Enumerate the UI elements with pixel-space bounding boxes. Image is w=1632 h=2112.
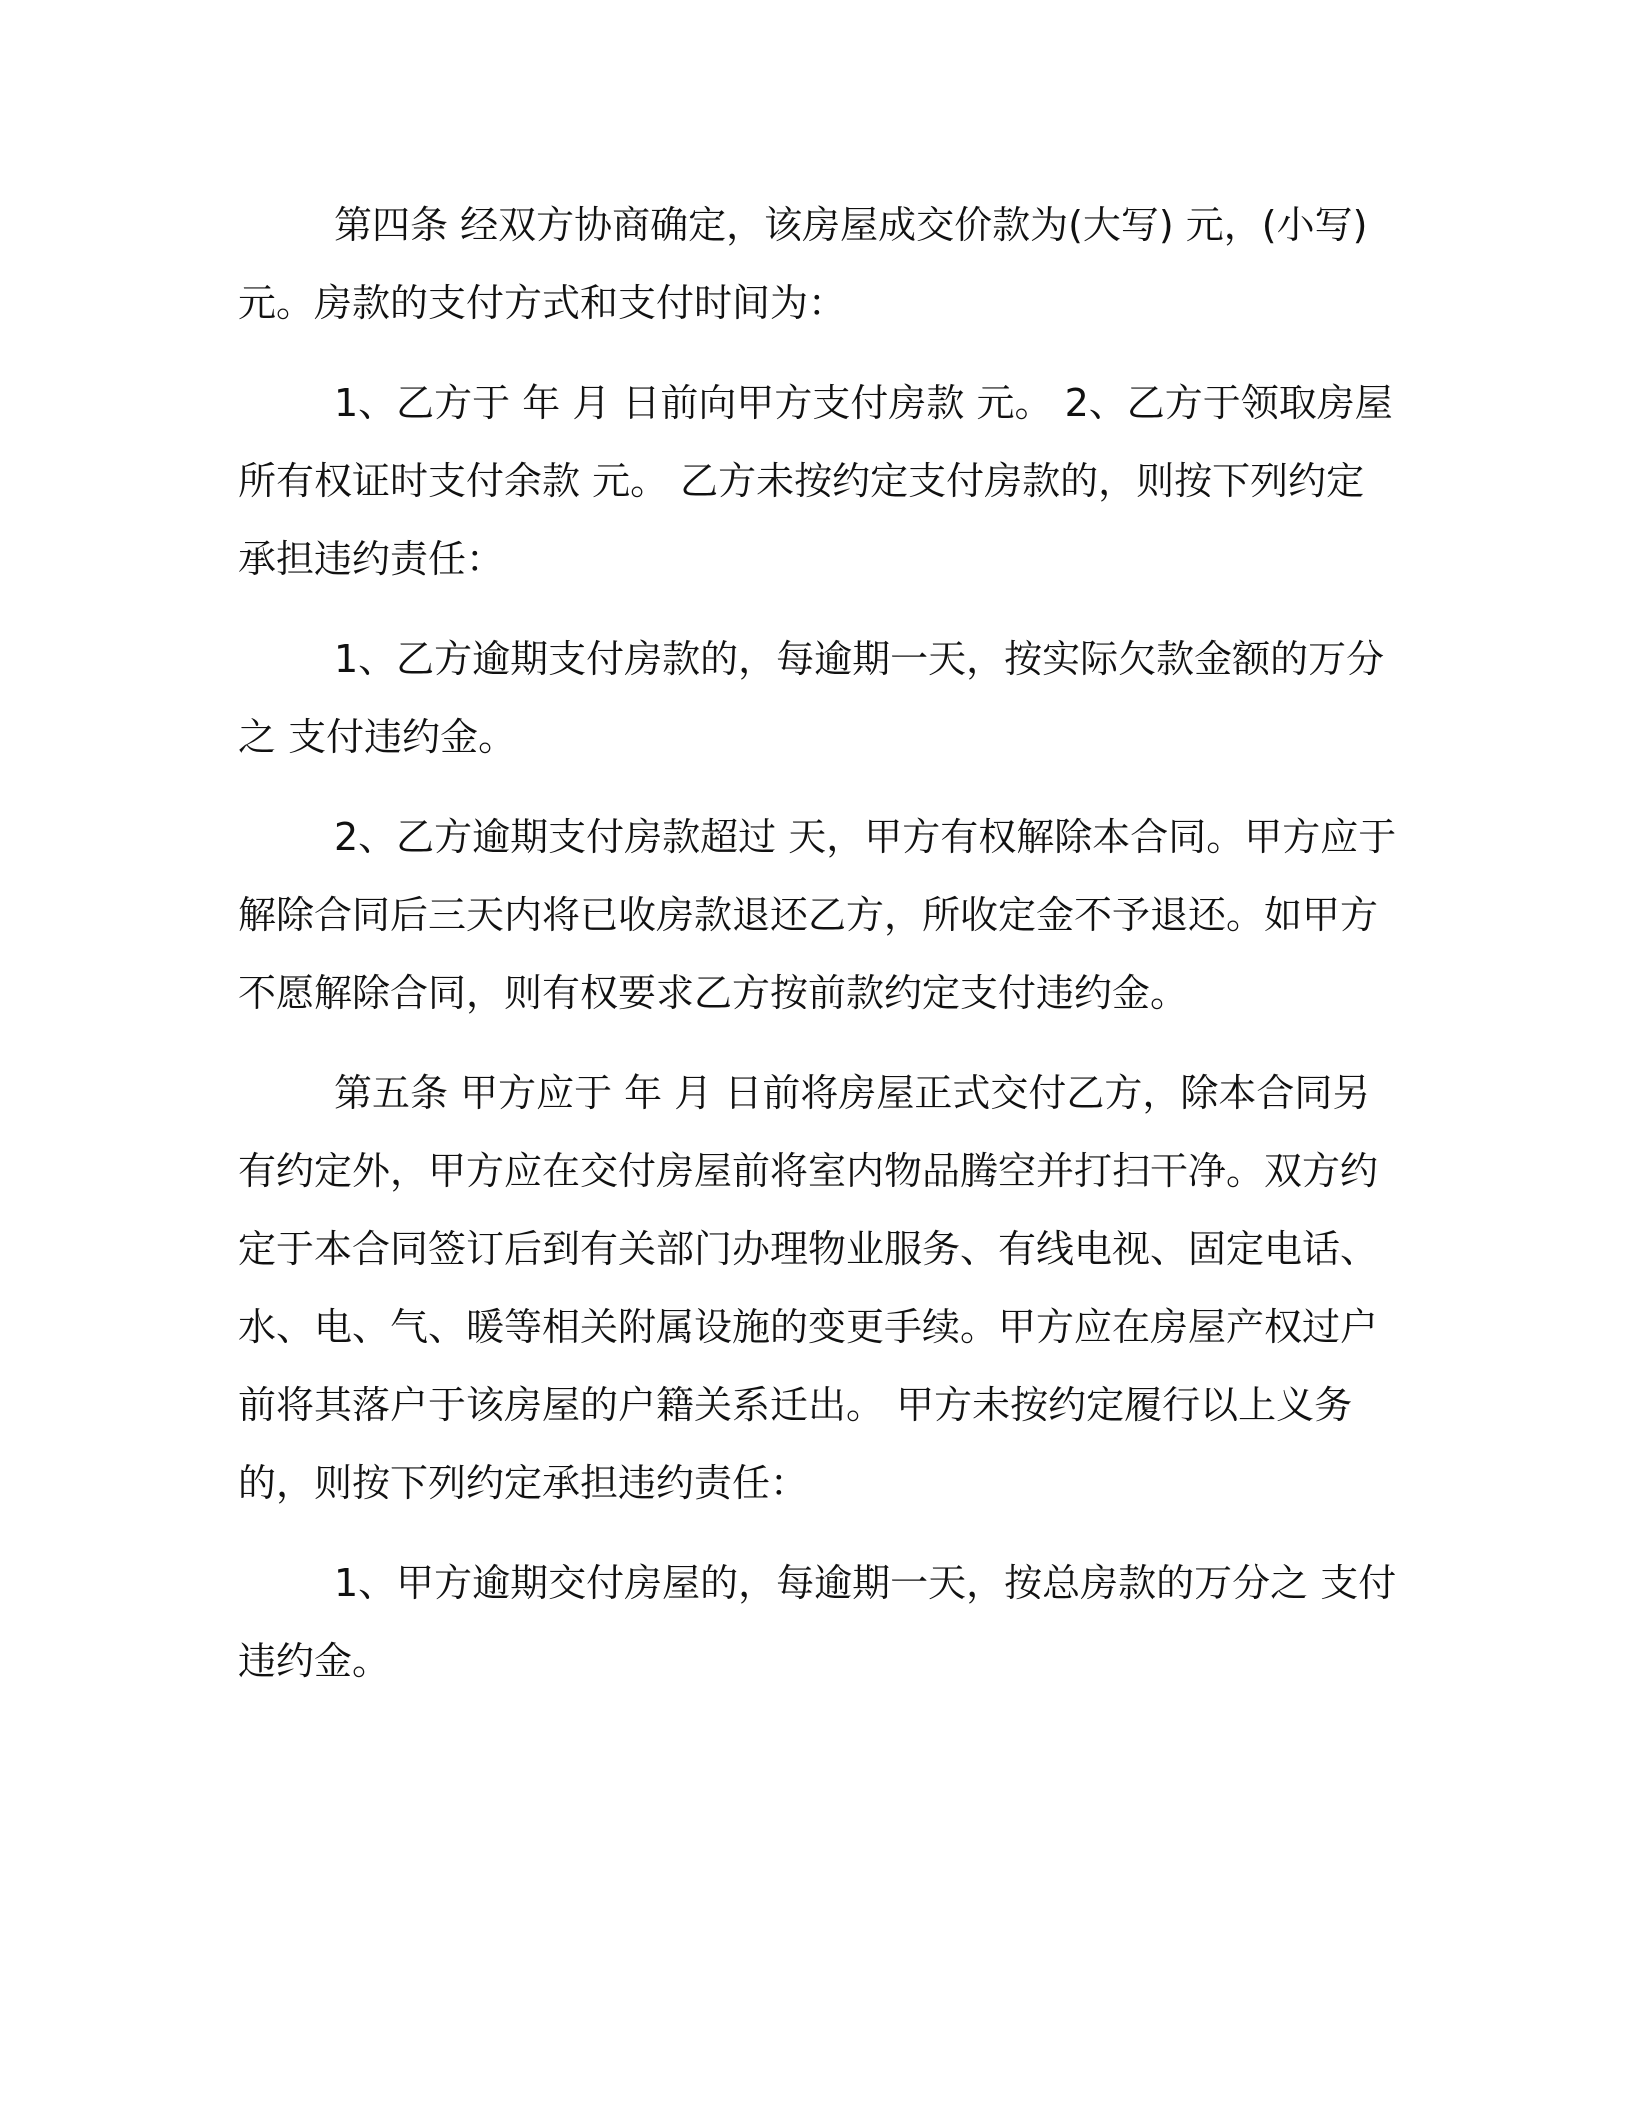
paragraph-payment-terms: 1、乙方于 年 月 日前向甲方支付房款 元。 2、乙方于领取房屋所有权证时支付余款 元。 乙方未按约定支付房款的，则按下列约定承担违约责任： — [238, 381, 1393, 581]
paragraph-contract-termination: 2、乙方逾期支付房款超过 天，甲方有权解除本合同。甲方应于解除合同后三天内将已收房款退还乙方，所收定金不予退还。如甲方不愿解除合同，则有权要求乙方按前款约定支付违约金。 — [238, 815, 1397, 1015]
paragraph-late-payment-penalty: 1、乙方逾期支付房款的，每逾期一天，按实际欠款金额的万分之 支付违约金。 — [238, 637, 1385, 759]
document-body — [238, 186, 1398, 1722]
paragraph-article-5: 第五条 甲方应于 年 月 日前将房屋正式交付乙方，除本合同另有约定外，甲方应在交付房屋前将室内物品腾空并打扫干净。双方约定于本合同签订后到有关部门办理物业服务、有线电视、固定电话、水、电、气、暖等相关附属设施的变更手续。甲方应在房屋产权过户前将其落户于该房屋的户籍关系迁出。 甲方未按约定履行以上义务的，则按下列约定承担违约责任： — [238, 1071, 1379, 1505]
paragraph-article-4: 第四条 经双方协商确定，该房屋成交价款为(大写) 元，(小写) 元。房款的支付方式和支付时间为： — [238, 203, 1368, 325]
paragraph-late-delivery-penalty: 1、甲方逾期交付房屋的，每逾期一天，按总房款的万分之 支付违约金。 — [238, 1561, 1397, 1683]
